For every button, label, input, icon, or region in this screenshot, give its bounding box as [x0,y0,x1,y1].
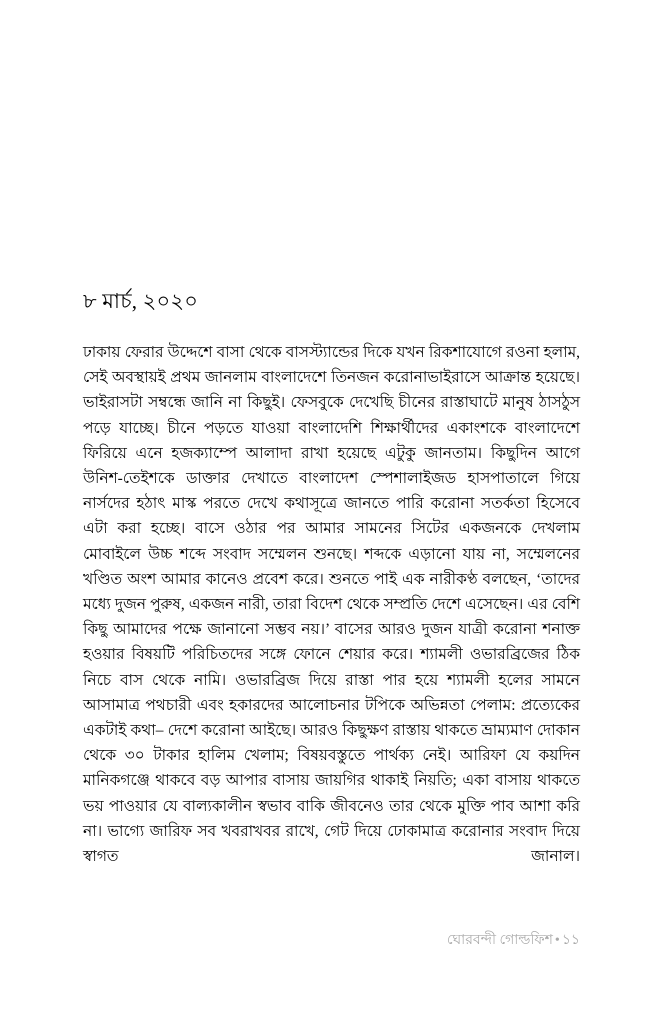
footer-page-number: ১১ [561,933,580,948]
page-footer [83,932,580,950]
entry-date-heading: ৮ মার্চ, ২০২০ [83,289,199,313]
footer-running-title: ঘোরবন্দী গোল্ডফিশ [446,933,553,948]
footer-separator-bullet: • [554,933,560,948]
entry-content-block [83,288,580,894]
entry-body-text: ঢাকায় ফেরার উদ্দেশে বাসা থেকে বাসস্ট্যান্ডের দিকে যখন রিকশাযোগে রওনা হলাম, সেই অবস্থায়ই প্রথম জানলাম বাংলাদেশে তিনজন করোনাভাইরাসে আক্রান্ত হয়েছে। ভাইরাসটা সম্বন্ধে জানি না কিছুই। ফেসবুকে দেখেছি চীনের রাস্তাঘাটে মানুষ ঠাসঠুস পড়ে যাচ্ছে। চীনে পড়তে যাওয়া বাংলাদেশি শিক্ষার্থীদের একাংশকে বাংলাদেশে ফিরিয়ে এনে হজক্যাম্পে আলাদা রাখা হয়েছে এটুকু জানতাম। কিছুদিন আগে উনিশ-তেইশকে ডাক্তার দেখাতে বাংলাদেশ স্পেশালাইজড হাসপাতালে গিয়ে নার্সদের হঠাৎ মাস্ক পরতে দেখে কথাসূত্রে জানতে পারি করোনা সতর্কতা হিসেবে এটা করা হচ্ছে। বাসে ওঠার পর আমার সামনের সিটের একজনকে দেখলাম মোবাইলে উচ্চ শব্দে সংবাদ সম্মেলন শুনছে। শব্দকে এড়ানো যায় না, সম্মেলনের খণ্ডিত অংশ আমার কানেও প্রবেশ করে। শুনতে পাই এক নারীকণ্ঠ বলছেন, ‘তাদের মধ্যে দুজন পুরুষ, একজন নারী, তারা বিদেশ থেকে সম্প্রতি দেশে এসেছেন। এর বেশি কিছু আমাদের পক্ষে জানানো সম্ভব নয়।’ বাসের আরও দুজন যাত্রী করোনা শনাক্ত হওয়ার বিষয়টি পরিচিতদের সঙ্গে ফোনে শেয়ার করে। শ্যামলী ওভারব্রিজের ঠিক নিচে বাস থেকে নামি। ওভারব্রিজ দিয়ে রাস্তা পার হয়ে শ্যামলী হলের সামনে আসামাত্র পথচারী এবং হকারদের আলোচনার টপিকে অভিন্নতা পেলাম: প্রত্যেকের একটাই কথা– দেশে করোনা আইছে। আরও কিছুক্ষণ রাস্তায় থাকতে ভ্রাম্যমাণ দোকান থেকে ৩০ টাকার হালিম খেলাম; বিষয়বস্তুতে পার্থক্য নেই। আরিফা যে কয়দিন মানিকগঞ্জে থাকবে বড় আপার বাসায় জায়গির থাকাই নিয়তি; একা বাসায় থাকতে ভয় পাওয়ার যে বাল্যকালীন স্বভাব বাকি জীবনেও তার থেকে মুক্তি পাব আশা করি না। ভাগ্যে জারিফ সব খবরাখবর রাখে, গেট দিয়ে ঢোকামাত্র করোনার সংবাদ দিয়ে স্বাগত জানাল। [83,344,580,866]
